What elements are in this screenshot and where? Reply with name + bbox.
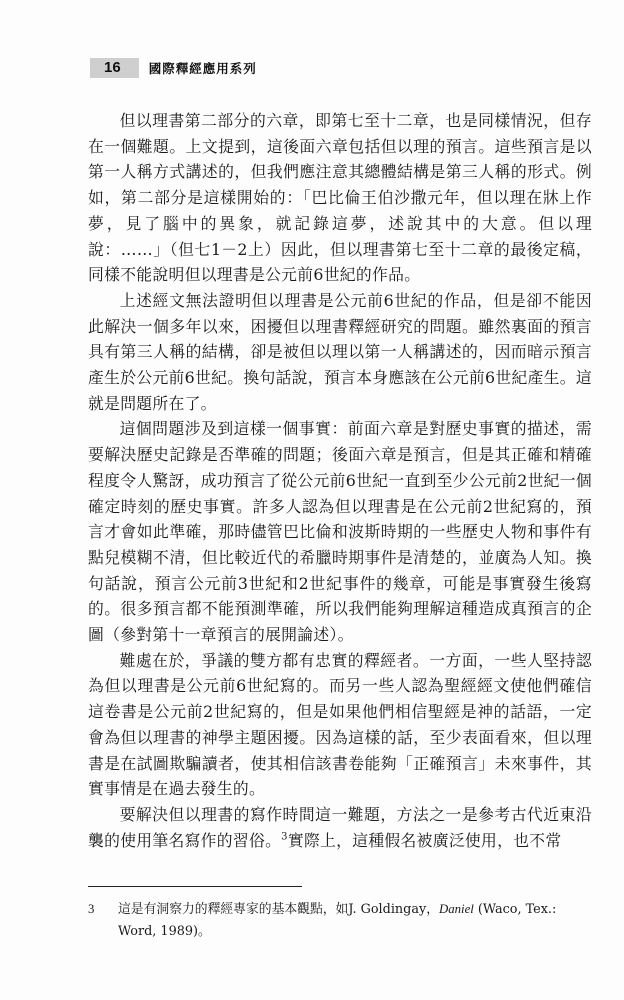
paragraph-1: 但以理書第二部分的六章，即第七至十二章，也是同樣情況，但存在一個難題。上文提到，這後面六章包括但以理的預言。這些預言是以第一人稱方式講述的，但我們應注意其總體結構是第三人稱的形式。例如，第二部分是這樣開始的：「巴比倫王伯沙撒元年，但以理在牀上作夢，見了腦中的異象，就記錄這夢，述說其中的大意。但以理說：……」（但七1－2上）因此，但以理書第七至十二章的最後定稿，同樣不能說明但以理書是公元前6世紀的作品。 [88,111,592,285]
paragraph-4: 難處在於，爭議的雙方都有忠實的釋經者。一方面，一些人堅持認為但以理書是公元前6世紀寫的。而另一些人認為聖經經文使他們確信這卷書是公元前2世紀寫的，但是如果他們相信聖經是神的話語，一定會為但以理書的神學主題困擾。因為這樣的話，至少表面看來，但以理書是在試圖欺騙讀者，使其相信該書卷能夠「正確預言」未來事件，其實事情是在過去發生的。 [88,650,592,799]
paragraph-5-text-start: 要解決但以理書的寫作時間這一難題，方法之一是參考古代近東沿襲的使用筆名寫作的習俗。 [88,804,592,850]
series-title: 國際釋經應用系列 [148,61,257,76]
paragraph-5 [88,802,592,853]
paragraph-5-text-end: 實際上，這種假名被廣泛使用，也不常 [287,830,562,850]
footnote-number: 3 [88,902,95,916]
footnote-book-title: Daniel [439,902,474,916]
footnote-text-start: 這是有洞察力的釋經專家的基本觀點，如J. Goldingay， [118,902,440,917]
footnote-divider [88,886,302,887]
paragraph-3: 這個問題涉及到這樣一個事實：前面六章是對歷史事實的描述，需要解決歷史記錄是否準確的問題；後面六章是預言，但是其正確和精確程度令人驚訝，成功預言了從公元前6世紀一直到至少公元前2世紀一個確定時刻的歷史事實。許多人認為但以理書是在公元前2世紀寫的，預言才會如此準確，那時儘管巴比倫和波斯時期的一些歷史人物和事件有點兒模糊不清，但比較近代的希臘時期事件是清楚的，並廣為人知。換句話說，預言公元前3世紀和2世紀事件的幾章，可能是事實發生後寫的。很多預言都不能預測準確，所以我們能夠理解這種造成真預言的企圖（參對第十一章預言的展開論述）。 [88,419,592,645]
footnote-marker[interactable]: 3 [281,831,288,843]
page-number: 16 [90,58,139,78]
body-text [88,108,592,853]
footnote-text [118,898,594,943]
footnote [88,898,594,943]
footnote-text-end: (Waco, Tex.: Word, 1989)。 [118,902,557,939]
paragraph-2: 上述經文無法證明但以理書是公元前6世紀的作品，但是卻不能因此解決一個多年以來，困擾但以理書釋經研究的問題。雖然裏面的預言具有第三人稱的結構，卻是被但以理以第一人稱講述的，因而暗示預言產生於公元前6世紀。換句話說，預言本身應該在公元前6世紀產生。這就是問題所在了。 [88,290,592,413]
running-header [90,58,257,78]
